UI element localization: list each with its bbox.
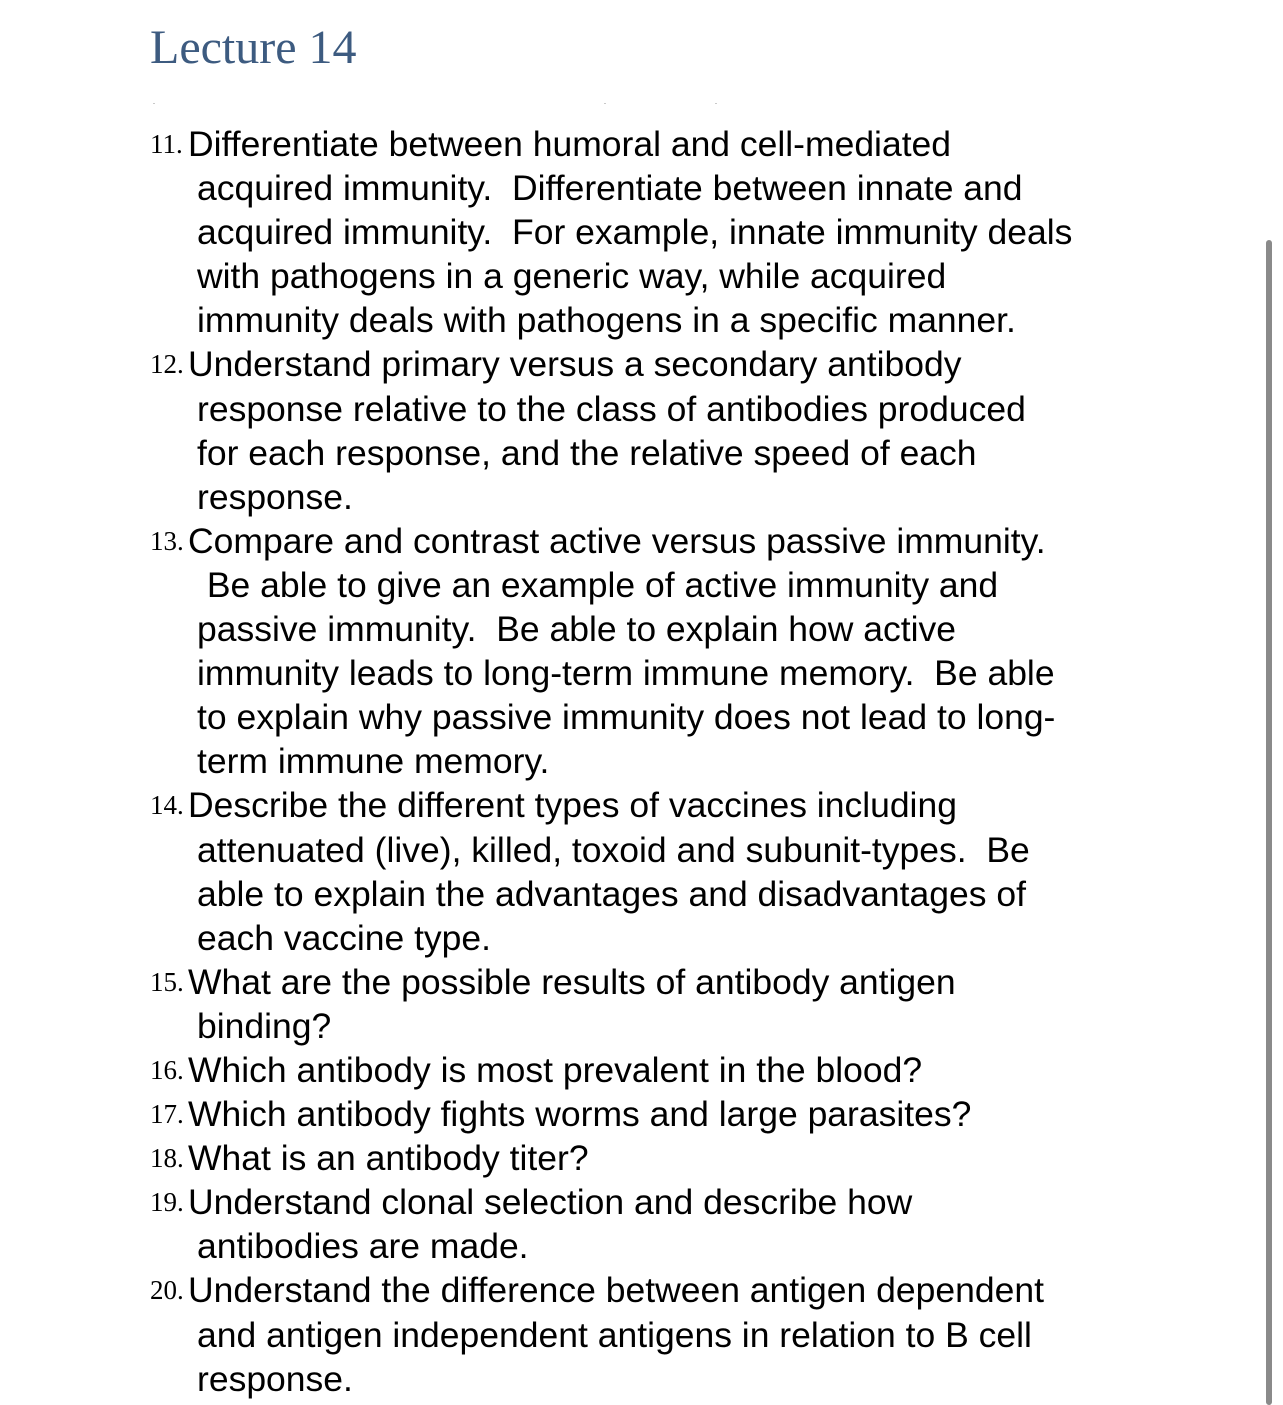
item-text xyxy=(188,1268,1150,1400)
item-number: 12. xyxy=(150,349,184,380)
list-item xyxy=(150,1268,1150,1400)
item-text xyxy=(188,783,1150,959)
page-title: Lecture 14 xyxy=(150,21,357,74)
item-text-line: to explain why passive immunity does not lead to long- xyxy=(197,697,1056,738)
item-text-line: response relative to the class of antibodies produced xyxy=(197,388,1026,429)
item-text-line: What is an antibody titer? xyxy=(188,1138,589,1179)
item-text-line: antibodies are made. xyxy=(197,1226,529,1267)
speck xyxy=(604,103,606,104)
item-text-line: passive immunity. Be able to explain how active xyxy=(197,609,957,650)
item-text-line: response. xyxy=(197,1358,353,1399)
item-text-line: Understand primary versus a secondary antibody xyxy=(188,344,962,385)
speck xyxy=(715,103,717,104)
list-item xyxy=(150,1180,1150,1268)
item-text-line: acquired immunity. Differentiate between innate and xyxy=(197,168,1023,209)
list-item xyxy=(150,783,1150,959)
list-item xyxy=(150,1048,1150,1092)
item-text xyxy=(188,1180,1150,1268)
item-text-line: binding? xyxy=(197,1005,332,1046)
item-text-line: for each response, and the relative speed of each xyxy=(197,432,977,473)
item-text-line: and antigen independent antigens in relation to B cell xyxy=(197,1314,1032,1355)
item-text xyxy=(188,122,1150,342)
item-number: 18. xyxy=(150,1143,184,1174)
item-number: 19. xyxy=(150,1187,184,1218)
item-text-line: able to explain the advantages and disadvantages of xyxy=(197,873,1026,914)
list-item xyxy=(150,122,1150,342)
scrollbar-thumb[interactable] xyxy=(1266,240,1272,1405)
item-text-line: Understand clonal selection and describe how xyxy=(188,1182,913,1223)
item-number: 13. xyxy=(150,525,184,556)
item-text xyxy=(188,519,1150,784)
list-item xyxy=(150,1092,1150,1136)
item-text-line: What are the possible results of antibody antigen xyxy=(188,961,956,1002)
item-text-line: each vaccine type. xyxy=(197,917,492,958)
item-text xyxy=(188,1092,1150,1136)
item-text-line: with pathogens in a generic way, while acquired xyxy=(197,256,947,297)
item-text xyxy=(188,1136,1150,1180)
scrollbar[interactable] xyxy=(1263,240,1275,1405)
item-text-line: Which antibody fights worms and large parasites? xyxy=(188,1094,972,1135)
faint-artifacts xyxy=(150,100,750,108)
list-item xyxy=(150,1136,1150,1180)
speck xyxy=(153,103,155,104)
item-number: 20. xyxy=(150,1275,184,1306)
item-text-line: Compare and contrast active versus passive immunity. xyxy=(188,520,1046,561)
list-item xyxy=(150,519,1150,784)
item-text-line: Which antibody is most prevalent in the blood? xyxy=(188,1049,923,1090)
item-text-line: immunity leads to long-term immune memory. Be able xyxy=(197,653,1055,694)
objectives-list xyxy=(150,122,1150,1401)
item-text xyxy=(188,342,1150,518)
item-number: 17. xyxy=(150,1099,184,1130)
item-text-line: immunity deals with pathogens in a specific manner. xyxy=(197,300,1016,341)
item-number: 15. xyxy=(150,966,184,997)
item-number: 16. xyxy=(150,1054,184,1085)
item-text-line: response. xyxy=(197,476,353,517)
item-number: 11. xyxy=(150,129,183,159)
item-text-line: Describe the different types of vaccines including xyxy=(188,785,957,826)
list-item xyxy=(150,342,1150,518)
item-text-line: attenuated (live), killed, toxoid and subunit-types. Be xyxy=(197,829,1030,870)
item-text-line: acquired immunity. For example, innate immunity deals xyxy=(197,212,1073,253)
item-text xyxy=(188,1048,1150,1092)
item-text-line: Be able to give an example of active immunity and xyxy=(197,564,999,605)
item-text-line: Understand the difference between antigen dependent xyxy=(188,1270,1044,1311)
item-number: 14. xyxy=(150,790,184,821)
item-text-line: Differentiate between humoral and cell-mediated xyxy=(188,124,952,164)
list-item xyxy=(150,960,1150,1048)
item-text-line: term immune memory. xyxy=(197,741,550,782)
item-text xyxy=(188,960,1150,1048)
